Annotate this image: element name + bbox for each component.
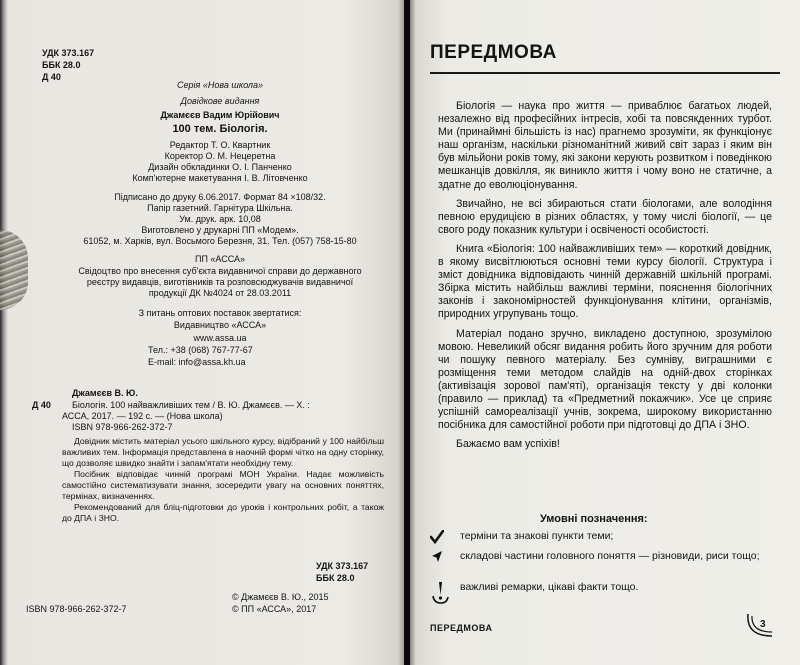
- bib-isbn: ISBN 978-966-262-372-7: [72, 422, 173, 432]
- preface-paragraph: Матеріал подано зручно, викладено доступною, зрозумілою мовою. Невеликий обсяг видання робить його зручним для роботи чи пошуку певного матеріалу. Без сумніву, виграшними є розміщення теми методом слайдів на одній-двох сторінках (активізація зорової пам'яті), організація тексту у дві колонки (правило — приклад) та «Предметний покажчик». Усе це сприяє успішній самореалізації учнів, зокрема, широкому використанню посібника для самостійної роботи при підготовці до ДПА і ЗНО.: [438, 327, 772, 432]
- bib-mark: Д 40: [32, 400, 51, 410]
- isbn-bottom: ISBN 978-966-262-372-7: [26, 604, 127, 614]
- annotation-paragraph: Довідник містить матеріал усього шкільного курсу, відібраний у 100 найбільш важливих тем. Інформація представлена в наочній формі чітко на одну сторінку, що дозволяє швидко знайти і запам'ятати необхідну тему.: [62, 436, 384, 468]
- credit-designer: Дизайн обкладинки О. І. Панченко: [148, 162, 292, 172]
- title-divider: [430, 72, 780, 74]
- annotation: [62, 436, 384, 524]
- udk-code: УДК 373.167: [42, 48, 95, 58]
- legend-title: Умовні позначення:: [540, 513, 648, 525]
- page-number: 3: [760, 619, 766, 630]
- preface-paragraph: Бажаємо вам успіхів!: [456, 438, 560, 451]
- bib-author: Джамєєв В. Ю.: [72, 388, 138, 398]
- binding-ring-decoration: [0, 230, 28, 310]
- legend-text: важливі ремарки, цікаві факти тощо.: [460, 581, 639, 593]
- publisher-name: ПП «АССА»: [194, 254, 246, 264]
- credit-editor: Редактор Т. О. Квартник: [169, 140, 271, 150]
- credit-layout: Комп'ютерне макетування І. В. Літовченко: [132, 173, 308, 183]
- legend-text: терміни та знакові пункти теми;: [460, 530, 614, 542]
- contact-website[interactable]: www.assa.ua: [193, 333, 247, 343]
- book-edge: [0, 0, 8, 665]
- legend-item: [430, 550, 775, 580]
- bib-line: Біологія. 100 найважливіших тем / В. Ю. Джамєєв. — Х. :: [72, 400, 310, 410]
- contact-phone: Тел.: +38 (068) 767-77-67: [148, 345, 253, 355]
- edition-type: Довідкове видання: [180, 96, 260, 106]
- exclamation-icon: [430, 581, 452, 607]
- preface-paragraph: Звичайно, не всі збираються стати біологами, але володіння певною ерудицією в різних областях, у тому числі біології, — це свого роду показник культури і освіченості особистості.: [438, 197, 772, 236]
- preface-paragraph: Книга «Біологія: 100 найважливіших тем» — короткий довідник, в якому висвітлюються основні теми курсу біології. Структура і зміст довідника відповідають чинній державній шкільній програмі. Збірка містить найбільш важливі терміни, пояснення біологічних законів і закономірностей функціонування клітини, організмів, природних угрупувань тощо.: [438, 242, 772, 321]
- contacts-heading: З питань оптових поставок звертатися:: [138, 308, 302, 318]
- publisher-cert-line: продукції ДК №4024 от 28.03.2011: [148, 288, 292, 298]
- bbk-code: ББК 28.0: [42, 60, 81, 70]
- print-info-line: Ум. друк. арк. 10,08: [179, 214, 261, 224]
- contact-publisher: Видавництво «АССА»: [173, 320, 267, 330]
- credit-corrector: Коректор О. М. Нецеретна: [164, 151, 276, 161]
- running-footer: ПЕРЕДМОВА: [430, 623, 493, 633]
- print-info-line: Папір газетний. Гарнітура Шкільна.: [147, 203, 293, 213]
- legend-text: складові частини головного поняття — різновиди, риси тощо;: [460, 550, 760, 562]
- legend-item: [430, 530, 775, 546]
- udk-bottom: УДК 373.167: [316, 561, 369, 571]
- arrow-pointer-icon: [430, 550, 448, 568]
- publisher-cert-line: Свідоцтво про внесення суб'єкта видавничої справи до державного: [78, 266, 362, 276]
- legend-item: [430, 581, 775, 611]
- print-info-line: Підписано до друку 6.06.2017. Формат 84 ×108/32.: [114, 192, 326, 202]
- publisher-cert-line: реєстру видавців, виготівників та розповсюджувачів видавничої: [86, 277, 354, 287]
- bib-line: АССА, 2017. — 192 с. — (Нова школа): [62, 411, 223, 421]
- contact-email[interactable]: E-mail: info@assa.kh.ua: [148, 357, 246, 367]
- check-icon: [430, 530, 448, 548]
- bbk-bottom: ББК 28.0: [316, 573, 355, 583]
- book-title: 100 тем. Біологія.: [172, 123, 268, 135]
- annotation-paragraph: Посібник відповідає чинній програмі МОН України. Надає можливість самостійно систематизувати знання, зосередити увагу на основних поняттях, термінах, визначеннях.: [62, 469, 384, 501]
- preface-body: [438, 100, 772, 451]
- author-mark: Д 40: [42, 72, 61, 82]
- copyright-author: © Джамєєв В. Ю., 2015: [232, 592, 329, 602]
- print-info-line: 61052, м. Харків, вул. Восьмого Березня, 31. Тел. (057) 758-15-80: [83, 236, 357, 246]
- preface-paragraph: Біологія — наука про життя — приваблює багатьох людей, незалежно від професійних інтресів, хобі та повсякденних турбот. Ми (принаймні більшість із нас) прагнемо зрозуміти, як функціонує наш організм, наскільки різноманітний живий світ зараз і яким він був мільйони років тому, які закони керують розвитком і поведінкою мешканців довкілля, як виникло життя і чому воно не статичне, а здатне до еволюціонування.: [438, 100, 772, 191]
- author-full-name: Джамєєв Вадим Юрійович: [160, 110, 280, 120]
- copyright-publisher: © ПП «АССА», 2017: [232, 604, 317, 614]
- print-info-line: Виготовлено у друкарні ПП «Модем».: [141, 225, 299, 235]
- series-name: Серія «Нова школа»: [177, 80, 263, 90]
- book-spine: [398, 0, 416, 665]
- page-title: ПЕРЕДМОВА: [430, 42, 557, 63]
- annotation-paragraph: Рекомендований для бліц-підготовки до уроків і контрольних робіт, а також до ДПА і ЗНО.: [62, 502, 384, 523]
